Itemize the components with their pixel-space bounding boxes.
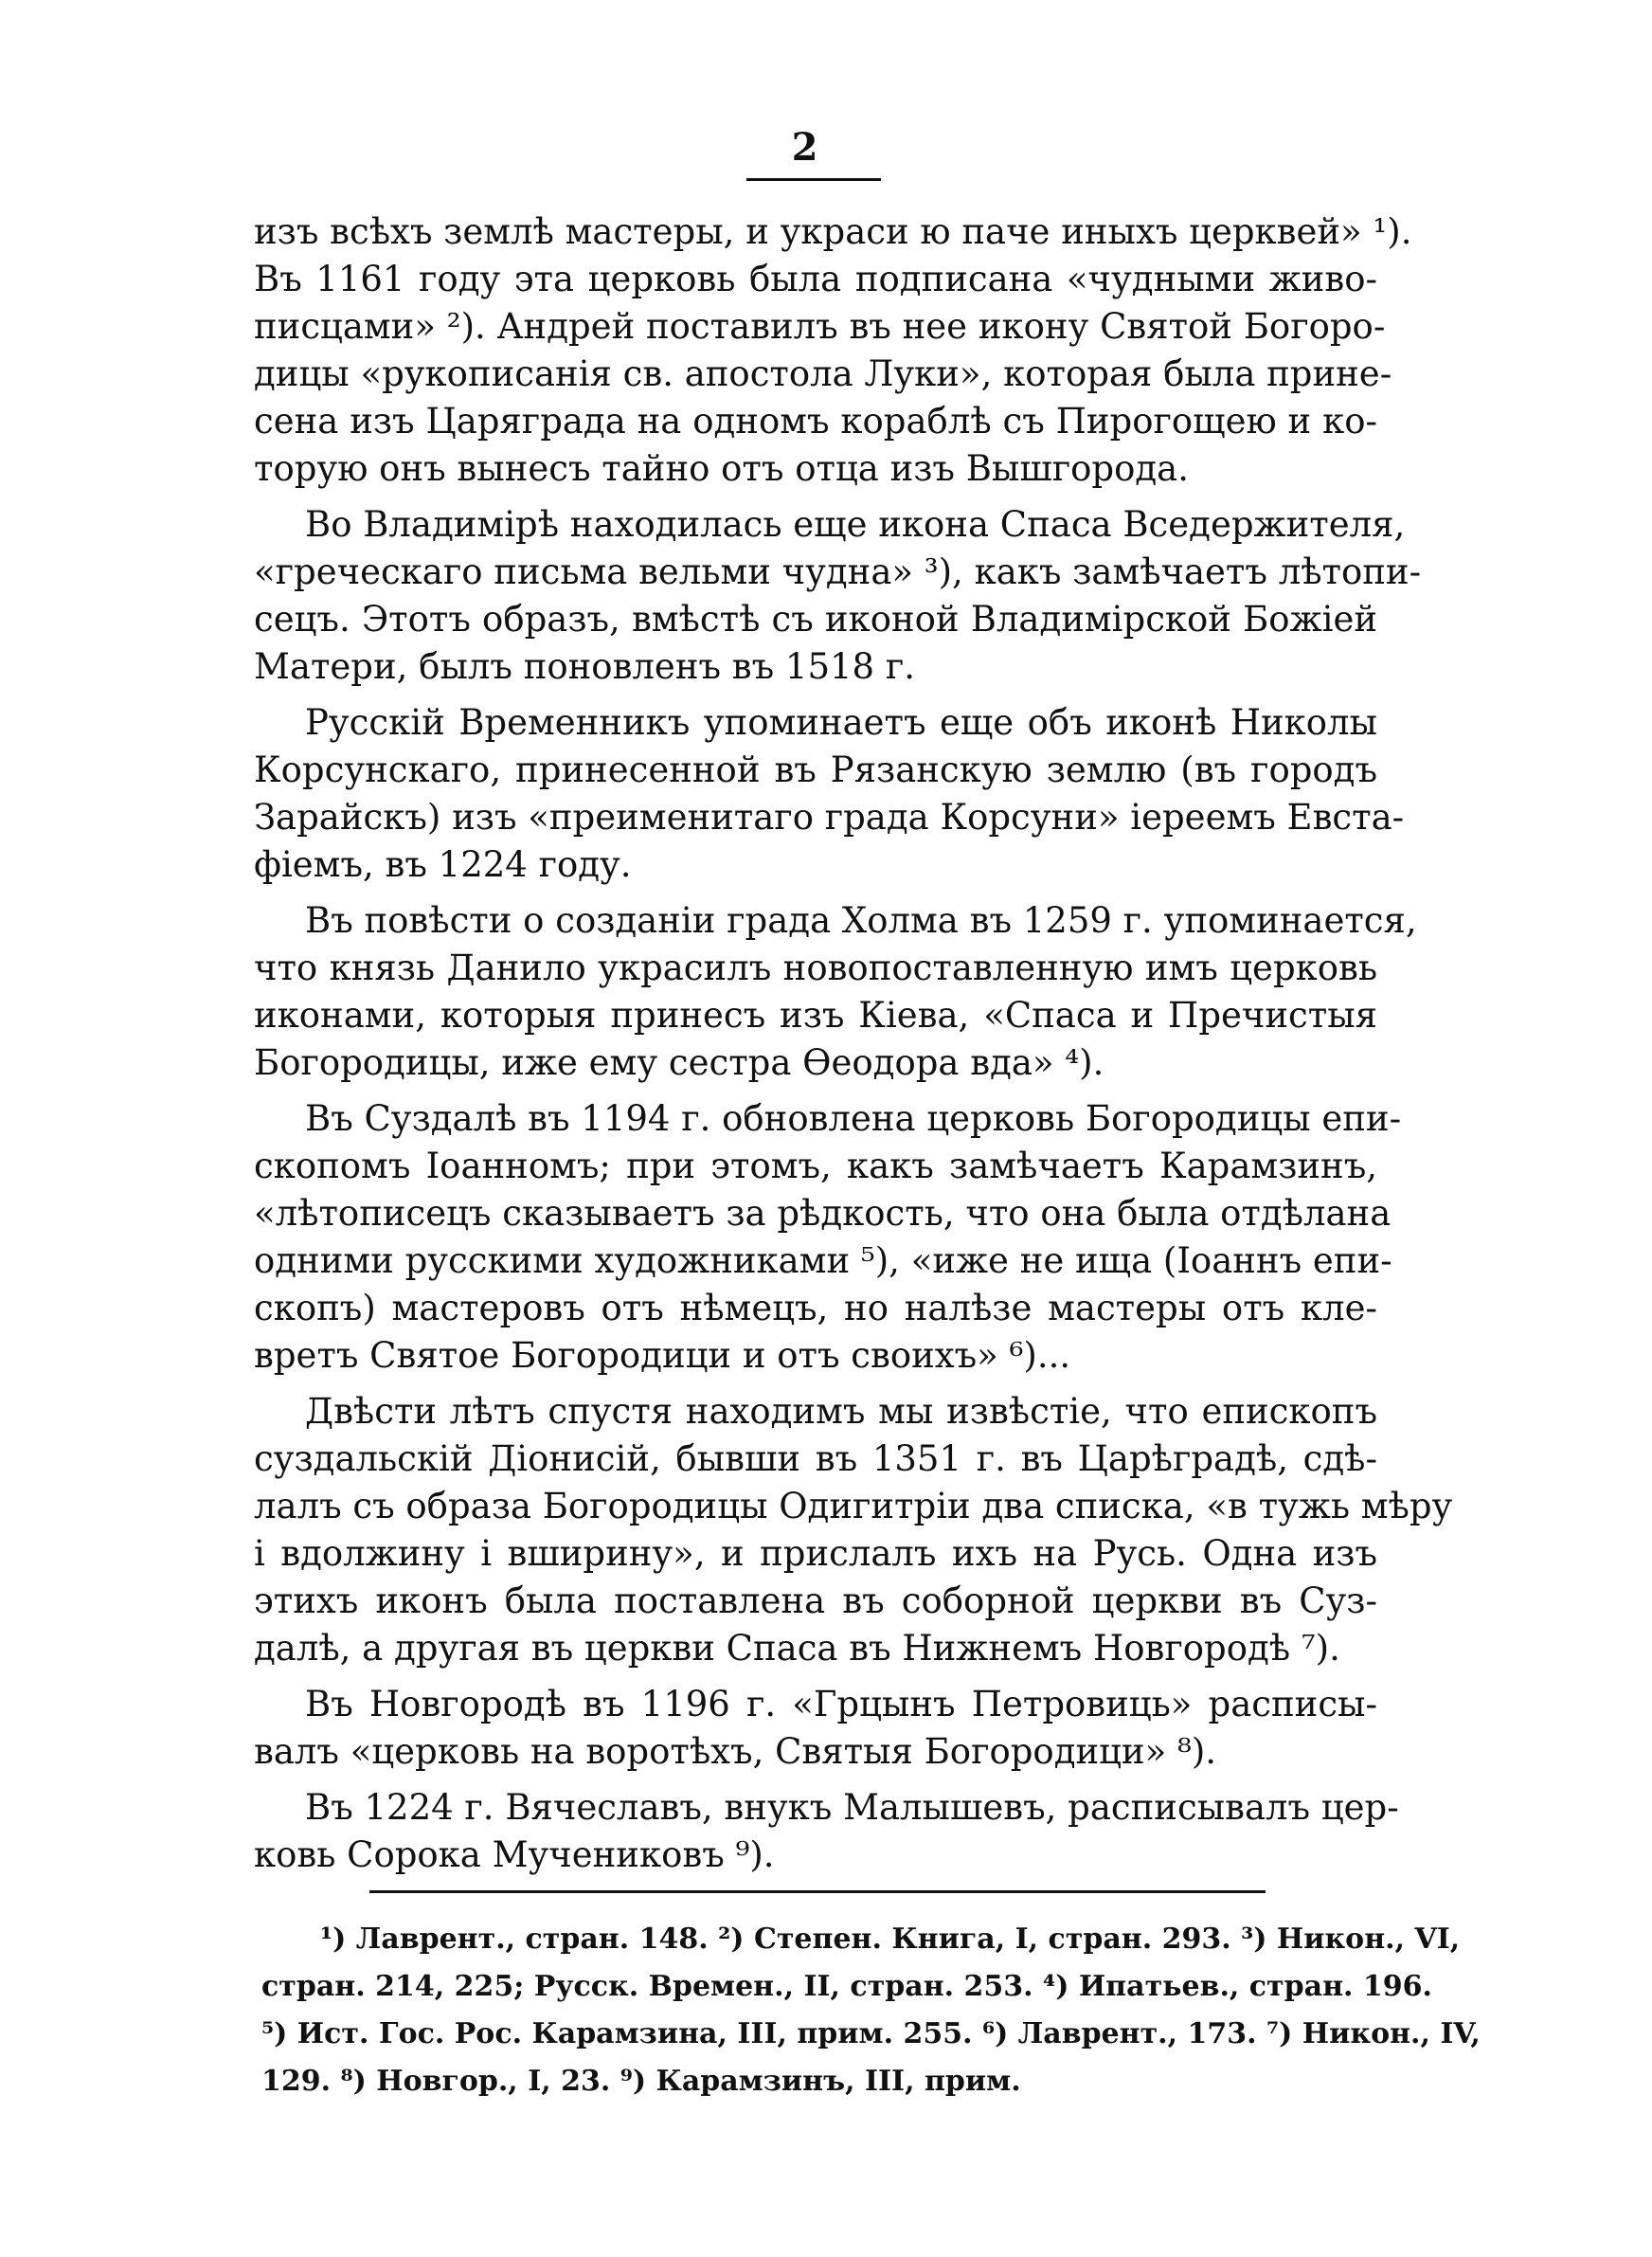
text-line: фіемъ, въ 1224 году.	[254, 844, 632, 885]
text-line: этихъ иконъ была поставлена въ соборной церкви въ Суз-	[254, 1580, 1377, 1621]
text-line: сена изъ Царяграда на одномъ кораблѣ съ Пирогощею и ко-	[254, 401, 1377, 442]
text-line: валъ «церковь на воротѣхъ, Святыя Богородици» ⁸).	[254, 1731, 1217, 1772]
text-line: ковь Сорока Мучениковъ ⁹).	[254, 1834, 775, 1875]
text-line: скопомъ Іоанномъ; при этомъ, какъ замѣчаетъ Карамзинъ,	[254, 1146, 1377, 1186]
text-line: Во Владимірѣ находилась еще икона Спаса Вседержителя,	[305, 504, 1406, 545]
text-line: одними русскими художниками ⁵), «иже не ища (Іоаннъ епи-	[254, 1240, 1392, 1281]
page-number-underline	[746, 178, 881, 181]
footnote-divider	[369, 1890, 1266, 1893]
text-line: дицы «рукописанія св. апостола Луки», которая была прине-	[254, 353, 1392, 394]
text-line: Въ Новгородѣ въ 1196 г. «Грцынъ Петровиць» расписы-	[305, 1684, 1377, 1724]
footnotes	[261, 1916, 1481, 2105]
text-line: скопъ) мастеровъ отъ нѣмецъ, но налѣзе мастеры отъ кле-	[254, 1288, 1377, 1328]
text-line: что князь Данило украсилъ новопоставленную имъ церковь	[254, 948, 1377, 988]
text-line: торую онъ вынесъ тайно отъ отца изъ Вышгорода.	[254, 448, 1189, 489]
text-line: иконами, которыя принесъ изъ Кіева, «Спаса и Пречистыя	[254, 995, 1377, 1036]
text-line: Въ повѣсти о созданіи града Холма въ 1259 г. упоминается,	[305, 900, 1417, 941]
text-line: і вдолжину і вширину», и прислалъ ихъ на Русь. Одна изъ	[254, 1533, 1377, 1574]
footnote-line: 129. ⁸) Новгор., I, 23. ⁹) Карамзинъ, III, прим.	[261, 2065, 1021, 2098]
text-line: Богородицы, иже ему сестра Ѳеодора вда» ⁴).	[254, 1042, 1104, 1083]
footnote-line: ¹) Лаврент., стран. 148. ²) Степен. Книга, I, стран. 293. ³) Никон., VI,	[320, 1923, 1461, 1956]
text-line: Двѣсти лѣтъ спустя находимъ мы извѣстіе, что епископъ	[305, 1391, 1377, 1432]
text-line: «лѣтописецъ сказываетъ за рѣдкость, что она была отдѣлана	[254, 1193, 1392, 1234]
text-line: вретъ Святое Богородици и отъ своихъ» ⁶)...	[254, 1335, 1071, 1376]
text-line: «греческаго письма вельми чудна» ³), какъ замѣчаетъ лѣтопи-	[254, 551, 1422, 592]
footnote-line: стран. 214, 225; Русск. Времен., II, стран. 253. ⁴) Ипатьев., стран. 196.	[261, 1970, 1432, 2003]
text-line: Въ 1224 г. Вячеславъ, внукъ Малышевъ, расписывалъ цер-	[305, 1787, 1399, 1828]
text-line: изъ всѣхъ землѣ мастеры, и украси ю паче иныхъ церквей» ¹).	[254, 211, 1412, 252]
text-line: лалъ съ образа Богородицы Одигитріи два списка, «в тужь мѣру	[254, 1486, 1453, 1526]
page-number: 2	[791, 125, 819, 170]
text-line: писцами» ²). Андрей поставилъ въ нее икону Святой Богоро-	[254, 306, 1386, 347]
body-text	[254, 208, 1453, 1879]
text-line: сецъ. Этотъ образъ, вмѣстѣ съ иконой Владимірской Божіей	[254, 599, 1377, 640]
text-line: Зарайскъ) изъ «преименитаго града Корсуни» іереемъ Евста-	[254, 797, 1405, 838]
text-line: Русскій Временникъ упоминаетъ еще объ иконѣ Николы	[305, 702, 1377, 743]
text-line: Корсунскаго, принесенной въ Рязанскую землю (въ городъ	[254, 749, 1377, 790]
text-line: Матери, былъ поновленъ въ 1518 г.	[254, 646, 915, 687]
text-line: Въ Суздалѣ въ 1194 г. обновлена церковь Богородицы епи-	[305, 1098, 1402, 1139]
text-line: суздальскій Діонисій, бывши въ 1351 г. въ Царѣградѣ, сдѣ-	[254, 1438, 1377, 1479]
footnote-line: ⁵) Ист. Гос. Рос. Карамзина, III, прим. 255. ⁶) Лаврент., 173. ⁷) Никон., IV,	[261, 2017, 1481, 2050]
text-line: Въ 1161 году эта церковь была подписана «чудными живо-	[254, 259, 1377, 299]
text-line: далѣ, а другая въ церкви Спаса въ Нижнемъ Новгородѣ ⁷).	[254, 1628, 1340, 1669]
